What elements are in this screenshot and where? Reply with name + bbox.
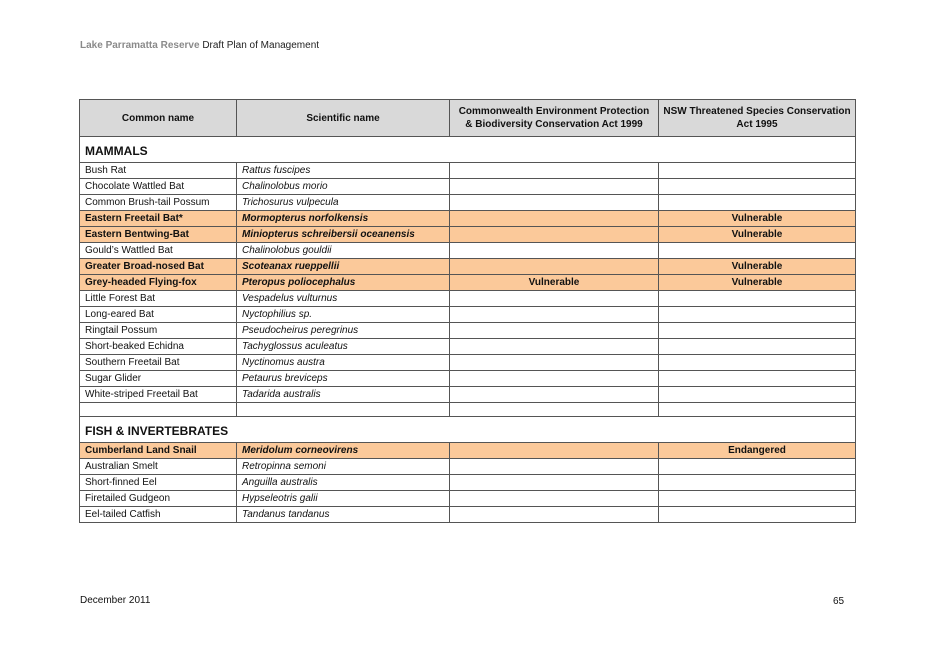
- nsw-status-cell: Vulnerable: [659, 275, 856, 291]
- common-name-cell: Common Brush-tail Possum: [80, 195, 237, 211]
- scientific-name-cell: Anguilla australis: [237, 475, 450, 491]
- table-row: [80, 291, 856, 307]
- scientific-name-cell: Tachyglossus aculeatus: [237, 339, 450, 355]
- table-row: [80, 275, 856, 291]
- epbc-status-cell: [450, 387, 659, 403]
- epbc-status-cell: [450, 307, 659, 323]
- header-brand: Lake Parramatta Reserve: [80, 40, 200, 51]
- epbc-status-cell: [450, 475, 659, 491]
- scientific-name-cell: Nyctinomus austra: [237, 355, 450, 371]
- nsw-status-cell: [659, 307, 856, 323]
- nsw-status-cell: [659, 371, 856, 387]
- epbc-status-cell: [450, 459, 659, 475]
- nsw-status-cell: [659, 491, 856, 507]
- common-name-cell: Australian Smelt: [80, 459, 237, 475]
- scientific-name-cell: Vespadelus vulturnus: [237, 291, 450, 307]
- common-name-cell: Firetailed Gudgeon: [80, 491, 237, 507]
- common-name-cell: Chocolate Wattled Bat: [80, 179, 237, 195]
- scientific-name-cell: Meridolum corneovirens: [237, 443, 450, 459]
- epbc-status-cell: [450, 211, 659, 227]
- scientific-name-cell: Tandanus tandanus: [237, 507, 450, 523]
- nsw-status-cell: [659, 323, 856, 339]
- column-header-scientific-name: Scientific name: [237, 100, 450, 137]
- epbc-status-cell: [450, 259, 659, 275]
- nsw-status-cell: [659, 355, 856, 371]
- scientific-name-cell: Chalinolobus morio: [237, 179, 450, 195]
- scientific-name-cell: Chalinolobus gouldii: [237, 243, 450, 259]
- column-header-common-name: Common name: [80, 100, 237, 137]
- document-header: [80, 40, 319, 51]
- common-name-cell: Grey-headed Flying-fox: [80, 275, 237, 291]
- scientific-name-cell: Pteropus poliocephalus: [237, 275, 450, 291]
- nsw-status-cell: [659, 507, 856, 523]
- scientific-name-cell: Mormopterus norfolkensis: [237, 211, 450, 227]
- scientific-name-cell: Trichosurus vulpecula: [237, 195, 450, 211]
- nsw-status-cell: Endangered: [659, 443, 856, 459]
- section-title: MAMMALS: [80, 137, 856, 163]
- scientific-name-cell: Miniopterus schreibersii oceanensis: [237, 227, 450, 243]
- common-name-cell: Short-beaked Echidna: [80, 339, 237, 355]
- common-name-cell: Eastern Bentwing-Bat: [80, 227, 237, 243]
- epbc-status-cell: Vulnerable: [450, 275, 659, 291]
- common-name-cell: Cumberland Land Snail: [80, 443, 237, 459]
- page-number: 65: [833, 596, 845, 607]
- common-name-cell: Greater Broad-nosed Bat: [80, 259, 237, 275]
- table-row: [80, 259, 856, 275]
- scientific-name-cell: Nyctophilius sp.: [237, 307, 450, 323]
- column-header-nsw-act: NSW Threatened Species Conservation Act 1995: [659, 100, 856, 137]
- spacer-cell: [450, 403, 659, 417]
- nsw-status-cell: [659, 339, 856, 355]
- table-row: [80, 491, 856, 507]
- nsw-status-cell: [659, 387, 856, 403]
- table-row: [80, 371, 856, 387]
- nsw-status-cell: Vulnerable: [659, 227, 856, 243]
- scientific-name-cell: Pseudocheirus peregrinus: [237, 323, 450, 339]
- nsw-status-cell: [659, 195, 856, 211]
- epbc-status-cell: [450, 195, 659, 211]
- table-row: [80, 179, 856, 195]
- epbc-status-cell: [450, 227, 659, 243]
- epbc-status-cell: [450, 339, 659, 355]
- table-row: [80, 307, 856, 323]
- table-row: [80, 443, 856, 459]
- table-row: [80, 387, 856, 403]
- table-row: [80, 211, 856, 227]
- scientific-name-cell: Scoteanax rueppellii: [237, 259, 450, 275]
- scientific-name-cell: Tadarida australis: [237, 387, 450, 403]
- column-header-epbc-act: Commonwealth Environment Protection & Biodiversity Conservation Act 1999: [450, 100, 659, 137]
- common-name-cell: Little Forest Bat: [80, 291, 237, 307]
- epbc-status-cell: [450, 179, 659, 195]
- epbc-status-cell: [450, 491, 659, 507]
- epbc-status-cell: [450, 323, 659, 339]
- epbc-status-cell: [450, 291, 659, 307]
- nsw-status-cell: Vulnerable: [659, 211, 856, 227]
- epbc-status-cell: [450, 443, 659, 459]
- common-name-cell: Short-finned Eel: [80, 475, 237, 491]
- table-row: [80, 227, 856, 243]
- common-name-cell: Sugar Glider: [80, 371, 237, 387]
- table-row: [80, 323, 856, 339]
- nsw-status-cell: [659, 459, 856, 475]
- section-title: FISH & INVERTEBRATES: [80, 417, 856, 443]
- common-name-cell: Bush Rat: [80, 163, 237, 179]
- section-heading-row: [80, 417, 856, 443]
- epbc-status-cell: [450, 355, 659, 371]
- footer-date: December 2011: [80, 595, 151, 606]
- common-name-cell: White-striped Freetail Bat: [80, 387, 237, 403]
- table-row: [80, 163, 856, 179]
- species-table: [79, 99, 856, 523]
- epbc-status-cell: [450, 163, 659, 179]
- spacer-cell: [237, 403, 450, 417]
- common-name-cell: Eel-tailed Catfish: [80, 507, 237, 523]
- header-title: Draft Plan of Management: [202, 40, 320, 51]
- scientific-name-cell: Hypseleotris galii: [237, 491, 450, 507]
- table-row: [80, 243, 856, 259]
- scientific-name-cell: Rattus fuscipes: [237, 163, 450, 179]
- nsw-status-cell: [659, 163, 856, 179]
- common-name-cell: Long-eared Bat: [80, 307, 237, 323]
- epbc-status-cell: [450, 507, 659, 523]
- nsw-status-cell: [659, 179, 856, 195]
- scientific-name-cell: Retropinna semoni: [237, 459, 450, 475]
- table-row: [80, 459, 856, 475]
- nsw-status-cell: [659, 475, 856, 491]
- common-name-cell: Southern Freetail Bat: [80, 355, 237, 371]
- scientific-name-cell: Petaurus breviceps: [237, 371, 450, 387]
- section-heading-row: [80, 137, 856, 163]
- table-row: [80, 195, 856, 211]
- section-spacer-row: [80, 403, 856, 417]
- spacer-cell: [80, 403, 237, 417]
- nsw-status-cell: Vulnerable: [659, 259, 856, 275]
- common-name-cell: Gould’s Wattled Bat: [80, 243, 237, 259]
- table-row: [80, 475, 856, 491]
- epbc-status-cell: [450, 371, 659, 387]
- common-name-cell: Ringtail Possum: [80, 323, 237, 339]
- epbc-status-cell: [450, 243, 659, 259]
- table-body: [80, 137, 856, 523]
- table-row: [80, 507, 856, 523]
- table-row: [80, 355, 856, 371]
- nsw-status-cell: [659, 243, 856, 259]
- table-header-row: [80, 100, 856, 137]
- table-row: [80, 339, 856, 355]
- nsw-status-cell: [659, 291, 856, 307]
- common-name-cell: Eastern Freetail Bat*: [80, 211, 237, 227]
- spacer-cell: [659, 403, 856, 417]
